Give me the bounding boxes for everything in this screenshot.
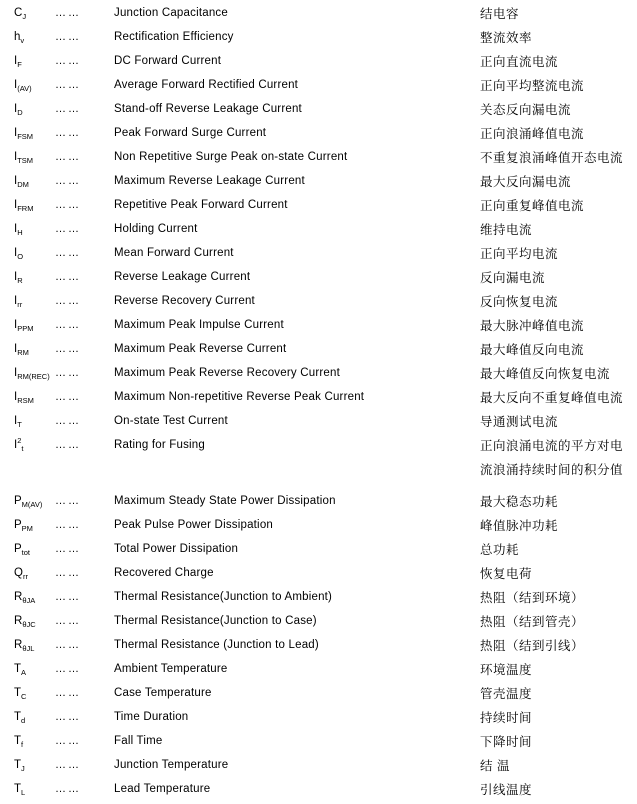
symbol-letter: I: [14, 271, 18, 284]
glossary-row: [14, 193, 637, 217]
glossary-row: [14, 241, 637, 265]
symbol-letter: T: [14, 735, 22, 748]
english-definition: Recovered Charge: [114, 567, 214, 579]
glossary-row: [14, 585, 637, 609]
symbol-letter: I: [14, 343, 18, 356]
dotted-leader: ……: [55, 687, 81, 699]
english-definition: Non Repetitive Surge Peak on-state Current: [114, 151, 348, 163]
symbol-letter: I: [14, 415, 18, 428]
english-definition: Junction Capacitance: [114, 7, 228, 19]
symbol-letter: I: [14, 223, 18, 236]
glossary-row: [14, 265, 637, 289]
parameter-symbol: [14, 77, 55, 93]
english-definition: Ambient Temperature: [114, 663, 228, 675]
dotted-leader: ……: [55, 543, 81, 555]
chinese-definition: 导通测试电流: [480, 415, 559, 429]
english-definition: Stand-off Reverse Leakage Current: [114, 103, 302, 115]
parameter-symbol: [14, 613, 55, 629]
parameter-symbol: [14, 341, 55, 357]
english-definition: Maximum Peak Reverse Recovery Current: [114, 367, 340, 379]
parameter-symbol: [14, 317, 55, 333]
symbol-letter: I: [14, 79, 18, 92]
parameter-symbol: [14, 661, 55, 677]
dotted-leader: ……: [55, 415, 81, 427]
dotted-leader: ……: [55, 711, 81, 723]
symbol-subscript: θJA: [22, 596, 36, 606]
glossary-row: [14, 73, 637, 97]
dotted-leader: ……: [55, 247, 81, 259]
glossary-row: [14, 169, 637, 193]
symbol-subscript: d: [21, 716, 26, 726]
glossary-row: [14, 753, 637, 777]
dotted-leader: ……: [55, 151, 81, 163]
english-definition: Junction Temperature: [114, 759, 229, 771]
glossary-row: [14, 1, 637, 25]
symbol-letter: T: [14, 783, 22, 796]
glossary-row: [14, 657, 637, 681]
symbol-subscript: F: [17, 60, 22, 70]
symbol-subscript: T: [17, 420, 22, 430]
chinese-definition: 热阻（结到管壳）: [480, 615, 585, 629]
chinese-definition: 最大脉冲峰值电流: [480, 319, 585, 333]
glossary-row: [14, 121, 637, 145]
chinese-definition: 流浪涌持续时间的积分值: [480, 463, 624, 477]
symbol-subscript: (AV): [17, 84, 32, 94]
english-definition: Peak Pulse Power Dissipation: [114, 519, 274, 531]
dotted-leader: ……: [55, 391, 81, 403]
chinese-definition: 环境温度: [480, 663, 533, 677]
symbol-letter: R: [14, 591, 23, 604]
chinese-definition: 正向直流电流: [480, 55, 559, 69]
glossary-row: [14, 433, 637, 457]
symbol-letter: I: [14, 247, 18, 260]
symbol-letter: I: [14, 175, 18, 188]
chinese-definition: 最大峰值反向电流: [480, 343, 585, 357]
english-definition: Maximum Steady State Power Dissipation: [114, 495, 336, 507]
parameter-symbol: [14, 517, 55, 533]
english-definition: Rectification Efficiency: [114, 31, 234, 43]
parameter-symbol: [14, 493, 55, 509]
parameter-symbol: [14, 245, 55, 261]
parameter-symbol: [14, 709, 55, 725]
parameter-symbol: [14, 173, 55, 189]
symbol-letter: C: [14, 7, 23, 20]
chinese-definition: 正向平均整流电流: [480, 79, 585, 93]
english-definition: Maximum Peak Impulse Current: [114, 319, 284, 331]
dotted-leader: ……: [55, 639, 81, 651]
symbol-subscript: TSM: [17, 156, 34, 166]
dotted-leader: ……: [55, 367, 81, 379]
parameter-symbol: [14, 733, 55, 749]
dotted-leader: ……: [55, 519, 81, 531]
english-definition: Time Duration: [114, 711, 189, 723]
glossary-row: [14, 25, 637, 49]
symbol-subscript: A: [21, 668, 27, 678]
glossary-row: [14, 313, 637, 337]
chinese-definition: 热阻（结到环境）: [480, 591, 585, 605]
symbol-letter: T: [14, 663, 22, 676]
parameter-symbol: [14, 149, 55, 165]
dotted-leader: ……: [55, 31, 81, 43]
parameter-symbol: [14, 125, 55, 141]
symbol-letter: I: [14, 391, 18, 404]
english-definition: Maximum Peak Reverse Current: [114, 343, 287, 355]
dotted-leader: ……: [55, 615, 81, 627]
chinese-definition: 结电容: [480, 7, 520, 21]
dotted-leader: ……: [55, 319, 81, 331]
symbol-subscript: RSM: [17, 396, 34, 406]
symbol-subscript: DM: [17, 180, 29, 190]
chinese-definition: 最大稳态功耗: [480, 495, 559, 509]
glossary-row: [14, 385, 637, 409]
chinese-definition: 管壳温度: [480, 687, 533, 701]
parameter-symbol: [14, 589, 55, 605]
symbol-letter: Q: [14, 567, 23, 580]
chinese-definition: 热阻（结到引线）: [480, 639, 585, 653]
dotted-leader: ……: [55, 295, 81, 307]
parameter-symbol: [14, 541, 55, 557]
symbol-subscript: tot: [21, 548, 31, 558]
parameter-symbol: [14, 29, 55, 45]
english-definition: Lead Temperature: [114, 783, 211, 795]
dotted-leader: ……: [55, 759, 81, 771]
chinese-definition: 总功耗: [480, 543, 520, 557]
chinese-definition: 最大反向漏电流: [480, 175, 572, 189]
glossary-row: [14, 361, 637, 385]
parameter-symbol: [14, 413, 55, 429]
english-definition: Peak Forward Surge Current: [114, 127, 267, 139]
symbol-letter: I: [14, 55, 18, 68]
chinese-definition: 结 温: [480, 759, 510, 773]
symbol-letter: I: [14, 151, 18, 164]
english-definition: Reverse Leakage Current: [114, 271, 251, 283]
parameter-symbol: [14, 757, 55, 773]
chinese-definition: 最大反向不重复峰值电流: [480, 391, 624, 405]
parameter-symbol: [14, 637, 55, 653]
symbol-subscript: O: [17, 252, 24, 262]
chinese-definition: 持续时间: [480, 711, 533, 725]
glossary-row: [14, 49, 637, 73]
parameter-symbol: [14, 221, 55, 237]
glossary-row: [14, 289, 637, 313]
chinese-definition: 峰值脉冲功耗: [480, 519, 559, 533]
symbol-subscript: RM(REC): [17, 372, 50, 382]
chinese-definition: 下降时间: [480, 735, 533, 749]
glossary-row: [14, 609, 637, 633]
symbol-subscript: J: [21, 764, 25, 774]
glossary-row: [14, 217, 637, 241]
chinese-definition: 正向重复峰值电流: [480, 199, 585, 213]
dotted-leader: ……: [55, 199, 81, 211]
english-definition: Reverse Recovery Current: [114, 295, 255, 307]
parameter-symbol: [14, 437, 55, 453]
symbol-letter: R: [14, 639, 23, 652]
glossary-row: [14, 681, 637, 705]
symbol-subscript: M(AV): [21, 500, 43, 510]
symbol-letter: I: [14, 439, 18, 452]
glossary-row: [14, 777, 637, 801]
glossary-row: [14, 489, 637, 513]
symbol-subscript: f: [21, 740, 24, 750]
symbol-subscript: H: [17, 228, 23, 238]
glossary-row: [14, 537, 637, 561]
glossary-row: [14, 457, 637, 481]
dotted-leader: ……: [55, 591, 81, 603]
english-definition: Rating for Fusing: [114, 439, 205, 451]
symbol-letter: I: [14, 103, 18, 116]
symbol-letter: T: [14, 759, 22, 772]
dotted-leader: ……: [55, 103, 81, 115]
dotted-leader: ……: [55, 223, 81, 235]
symbol-subscript: J: [22, 12, 27, 22]
dotted-leader: ……: [55, 127, 81, 139]
symbol-letter: I: [14, 295, 18, 308]
symbol-subscript: PM: [21, 524, 33, 534]
dotted-leader: ……: [55, 439, 81, 451]
chinese-definition: 正向浪涌峰值电流: [480, 127, 585, 141]
english-definition: Maximum Reverse Leakage Current: [114, 175, 305, 187]
symbol-superscript: 2: [17, 436, 22, 446]
english-definition: Maximum Non-repetitive Reverse Peak Current: [114, 391, 365, 403]
english-definition: On-state Test Current: [114, 415, 228, 427]
parameter-symbol: [14, 269, 55, 285]
english-definition: Total Power Dissipation: [114, 543, 239, 555]
glossary-row: [14, 729, 637, 753]
english-definition: Thermal Resistance(Junction to Case): [114, 615, 317, 627]
english-definition: Repetitive Peak Forward Current: [114, 199, 288, 211]
glossary-row: [14, 705, 637, 729]
parameter-symbol: [14, 5, 55, 21]
symbol-subscript: R: [17, 276, 23, 286]
symbol-subscript: v: [20, 36, 25, 46]
dotted-leader: ……: [55, 55, 81, 67]
symbol-letter: T: [14, 687, 22, 700]
symbol-letter: h: [14, 31, 21, 44]
parameter-symbol: [14, 101, 55, 117]
symbol-letter: I: [14, 127, 18, 140]
english-definition: Mean Forward Current: [114, 247, 234, 259]
parameter-symbol: [14, 293, 55, 309]
dotted-leader: ……: [55, 663, 81, 675]
parameter-symbol: [14, 365, 55, 381]
chinese-definition: 引线温度: [480, 783, 533, 797]
chinese-definition: 正向平均电流: [480, 247, 559, 261]
dotted-leader: ……: [55, 343, 81, 355]
glossary-row: [14, 409, 637, 433]
english-definition: DC Forward Current: [114, 55, 222, 67]
symbol-subscript: rr: [17, 300, 23, 310]
chinese-definition: 整流效率: [480, 31, 533, 45]
symbol-subscript: L: [21, 788, 26, 798]
dotted-leader: ……: [55, 783, 81, 795]
parameter-symbol: [14, 53, 55, 69]
chinese-definition: 正向浪涌电流的平方对电: [480, 439, 624, 453]
chinese-definition: 关态反向漏电流: [480, 103, 572, 117]
glossary: [14, 1, 637, 801]
chinese-definition: 恢复电荷: [480, 567, 533, 581]
glossary-row: [14, 561, 637, 585]
glossary-row: [14, 97, 637, 121]
dotted-leader: ……: [55, 495, 81, 507]
english-definition: Case Temperature: [114, 687, 212, 699]
parameter-symbol: [14, 781, 55, 797]
dotted-leader: ……: [55, 567, 81, 579]
parameter-symbol: [14, 389, 55, 405]
symbol-subscript: FRM: [17, 204, 34, 214]
parameter-symbol: [14, 565, 55, 581]
symbol-letter: I: [14, 367, 18, 380]
chinese-definition: 不重复浪涌峰值开态电流: [480, 151, 624, 165]
dotted-leader: ……: [55, 735, 81, 747]
symbol-letter: R: [14, 615, 23, 628]
glossary-row: [14, 145, 637, 169]
dotted-leader: ……: [55, 271, 81, 283]
chinese-definition: 最大峰值反向恢复电流: [480, 367, 611, 381]
english-definition: Holding Current: [114, 223, 198, 235]
symbol-subscript: θJL: [22, 644, 35, 654]
english-definition: Thermal Resistance(Junction to Ambient): [114, 591, 333, 603]
symbol-letter: P: [14, 519, 22, 532]
symbol-subscript: RM: [17, 348, 29, 358]
symbol-subscript: PPM: [17, 324, 34, 334]
symbol-subscript: t: [21, 444, 24, 454]
parameter-symbol: [14, 685, 55, 701]
dotted-leader: ……: [55, 175, 81, 187]
symbol-subscript: θJC: [22, 620, 36, 630]
chinese-definition: 反向恢复电流: [480, 295, 559, 309]
symbol-subscript: C: [21, 692, 27, 702]
chinese-definition: 维持电流: [480, 223, 533, 237]
glossary-row: [14, 633, 637, 657]
symbol-subscript: rr: [22, 572, 28, 582]
symbol-letter: I: [14, 319, 18, 332]
symbol-letter: P: [14, 543, 22, 556]
symbol-letter: T: [14, 711, 22, 724]
english-definition: Average Forward Rectified Current: [114, 79, 299, 91]
symbol-subscript: D: [17, 108, 23, 118]
parameter-symbol: [14, 197, 55, 213]
symbol-letter: P: [14, 495, 22, 508]
symbol-subscript: FSM: [17, 132, 34, 142]
english-definition: Fall Time: [114, 735, 163, 747]
glossary-row: [14, 513, 637, 537]
dotted-leader: ……: [55, 79, 81, 91]
symbol-letter: I: [14, 199, 18, 212]
dotted-leader: ……: [55, 7, 81, 19]
english-definition: Thermal Resistance (Junction to Lead): [114, 639, 319, 651]
chinese-definition: 反向漏电流: [480, 271, 546, 285]
glossary-row: [14, 337, 637, 361]
